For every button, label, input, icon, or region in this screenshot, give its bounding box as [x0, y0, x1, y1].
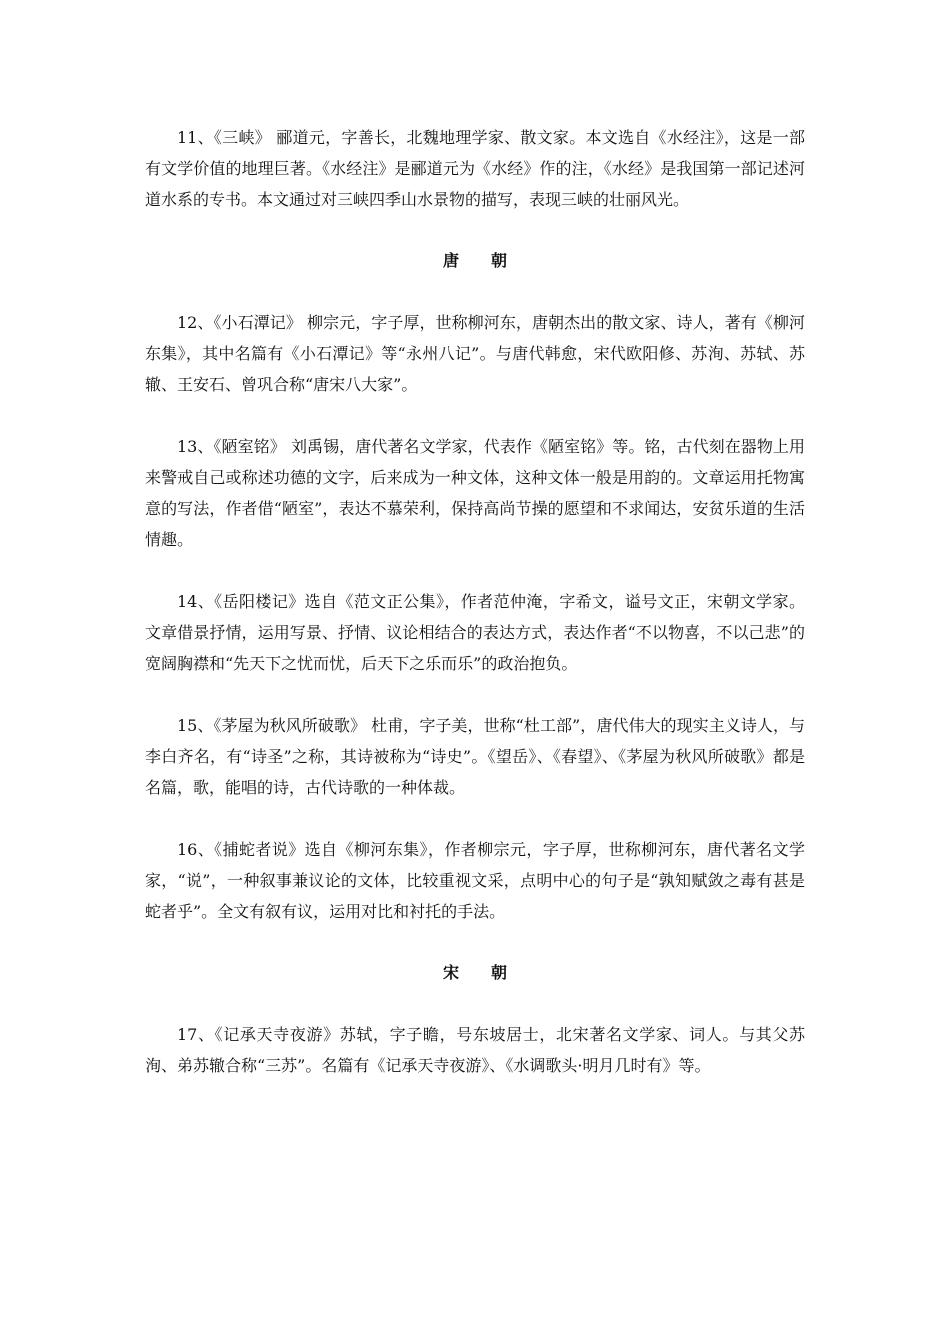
paragraph-14: 14、《岳阳楼记》选自《范文正公集》，作者范仲淹，字希文，谥号文正，宋朝文学家。文章借景抒情，运用写景、抒情、议论相结合的表达方式，表达作者“不以物喜，不以己悲”的宽阔胸襟和“先天下之忧而忧，后天下之乐而乐”的政治抱负。 — [145, 592, 805, 673]
document-page — [145, 122, 805, 1081]
heading-song-char-2: 朝 — [491, 963, 508, 982]
heading-tang-char-1: 唐 — [442, 251, 459, 270]
paragraph-12: 12、《小石潭记》 柳宗元，字子厚，世称柳河东，唐朝杰出的散文家、诗人，著有《柳河东集》，其中名篇有《小石潭记》等“永州八记”。与唐代韩愈，宋代欧阳修、苏洵、苏轼、苏辙、王安石、曾巩合称“唐宋八大家”。 — [145, 313, 805, 394]
heading-song-dynasty — [145, 957, 805, 988]
paragraph-16: 16、《捕蛇者说》选自《柳河东集》，作者柳宗元，字子厚，世称柳河东，唐代著名文学家，“说”，一种叙事兼议论的文体，比较重视文采，点明中心的句子是“孰知赋敛之毒有甚是蛇者乎”。全文有叙有议，运用对比和衬托的手法。 — [145, 840, 805, 921]
heading-tang-char-2: 朝 — [491, 251, 508, 270]
heading-tang-dynasty — [145, 245, 805, 276]
paragraph-15: 15、《茅屋为秋风所破歌》 杜甫，字子美，世称“杜工部”，唐代伟大的现实主义诗人，与李白齐名，有“诗圣”之称，其诗被称为“诗史”。《望岳》、《春望》、《茅屋为秋风所破歌》都是名篇，歌，能唱的诗，古代诗歌的一种体裁。 — [145, 716, 805, 797]
paragraph-11: 11、《三峡》 郦道元，字善长，北魏地理学家、散文家。本文选自《水经注》，这是一部有文学价值的地理巨著。《水经注》是郦道元为《水经》作的注，《水经》是我国第一部记述河道水系的专书。本文通过对三峡四季山水景物的描写，表现三峡的壮丽风光。 — [145, 128, 805, 209]
paragraph-13: 13、《陋室铭》 刘禹锡，唐代著名文学家，代表作《陋室铭》等。铭，古代刻在器物上用来警戒自己或称述功德的文字，后来成为一种文体，这种文体一般是用韵的。文章运用托物寓意的写法，作者借“陋室”，表达不慕荣利，保持高尚节操的愿望和不求闻达，安贫乐道的生活情趣。 — [145, 437, 805, 549]
paragraph-17: 17、《记承天寺夜游》苏轼，字子瞻，号东坡居士，北宋著名文学家、词人。与其父苏洵、弟苏辙合称“三苏”。名篇有《记承天寺夜游》、《水调歌头·明月几时有》等。 — [145, 1025, 805, 1075]
heading-song-char-1: 宋 — [442, 963, 459, 982]
